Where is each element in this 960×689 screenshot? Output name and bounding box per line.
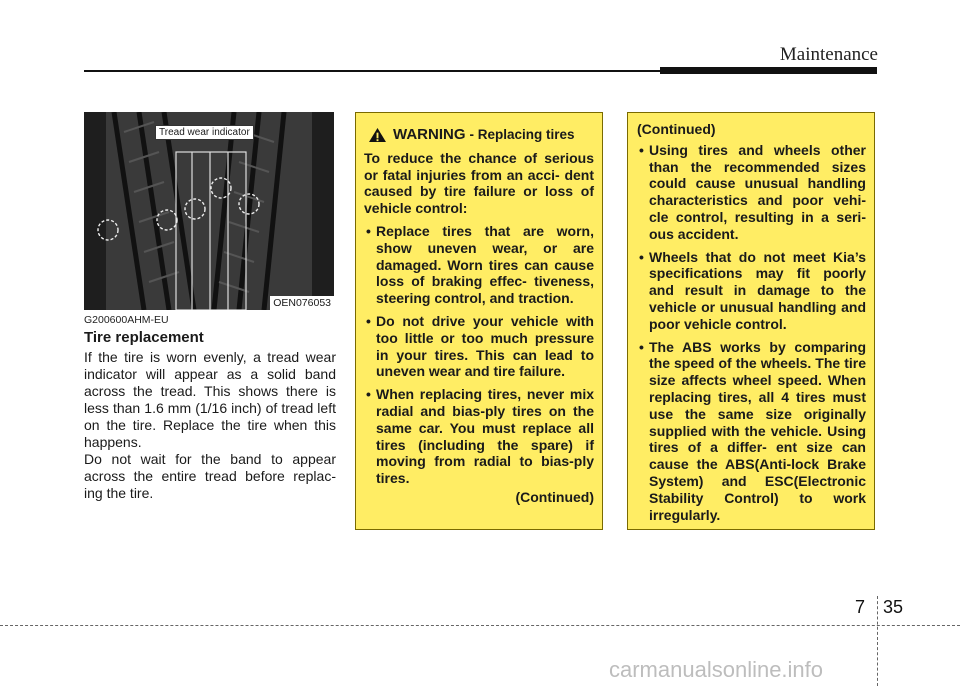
- continued-box: [627, 112, 875, 530]
- continued-bullet: • Using tires and wheels other than the recommended sizes could cause unusual handling characteristics and poor vehi- cle control, resulting in a seri- ous accident.: [637, 142, 866, 243]
- header-rule: [84, 70, 660, 72]
- warning-intro: To reduce the chance of serious or fatal injuries from an acci- dent caused by tire failure or loss of vehicle control:: [364, 149, 594, 217]
- warning-box: [355, 112, 603, 530]
- warning-bullet: • When replacing tires, never mix radial and bias-ply tires on the same car. You must replace all tires (including the spare) if moving from radial to bias-ply tires.: [364, 386, 594, 487]
- section-code: G200600AHM-EU: [84, 314, 169, 326]
- section-title: Maintenance: [779, 44, 878, 65]
- body-paragraph-2: Do not wait for the band to appear across the entire tread before replac- ing the tire.: [84, 451, 336, 501]
- warning-header: [364, 127, 594, 144]
- figure-callout: Tread wear indicator: [155, 125, 254, 140]
- page-divider-tick: [877, 596, 878, 686]
- body-paragraph-1: If the tire is worn evenly, a tread wear indicator will appear as a solid band across the tread. This shows there is less than 1.6 mm (1/16 inch) of tread left on the tire. Replace the tire when this happens.: [84, 349, 336, 450]
- chapter-number: 7: [855, 597, 866, 617]
- continued-bullet: • The ABS works by comparing the speed of the wheels. The tire size affects wheel speed. When replacing tires, all 4 tires must use the same size originally supplied with the vehicle. Using tires of a differ- ent size can cause the ABS(Anti-lock Brake System) and ESC(Electronic Stability Control) to work irregularly.: [637, 339, 866, 524]
- header-rule-thick: [660, 67, 877, 74]
- continued-label: (Continued): [637, 121, 716, 137]
- fig-code: OEN076053: [270, 296, 334, 310]
- warning-triangle-icon: [368, 127, 387, 143]
- warning-continued: (Continued): [515, 488, 594, 505]
- warning-bullet: • Do not drive your vehicle with too little or too much pressure in your tires. This can lead to uneven wear and tire failure.: [364, 313, 594, 380]
- watermark: carmanualsonline.info: [609, 657, 824, 682]
- tire-tread-image: [84, 112, 334, 310]
- continued-bullet: • Wheels that do not meet Kia’s specifications may fit poorly and result in damage to the vehicle or unusual handling and poor vehicle control.: [637, 249, 866, 333]
- continued-bullet-list: [637, 142, 866, 524]
- warning-word: WARNING: [393, 126, 466, 143]
- page-number: 35: [883, 597, 904, 617]
- section-heading: Tire replacement: [84, 329, 204, 346]
- warning-bullet: • Replace tires that are worn, show uneven wear, or are damaged. Worn tires can cause loss of braking effec- tiveness, steering control, and traction.: [364, 223, 594, 307]
- tire-figure: [84, 112, 334, 310]
- warning-bullet-list: [364, 223, 594, 487]
- warning-subtitle: - Replacing tires: [469, 127, 575, 142]
- bottom-rule: [0, 625, 960, 626]
